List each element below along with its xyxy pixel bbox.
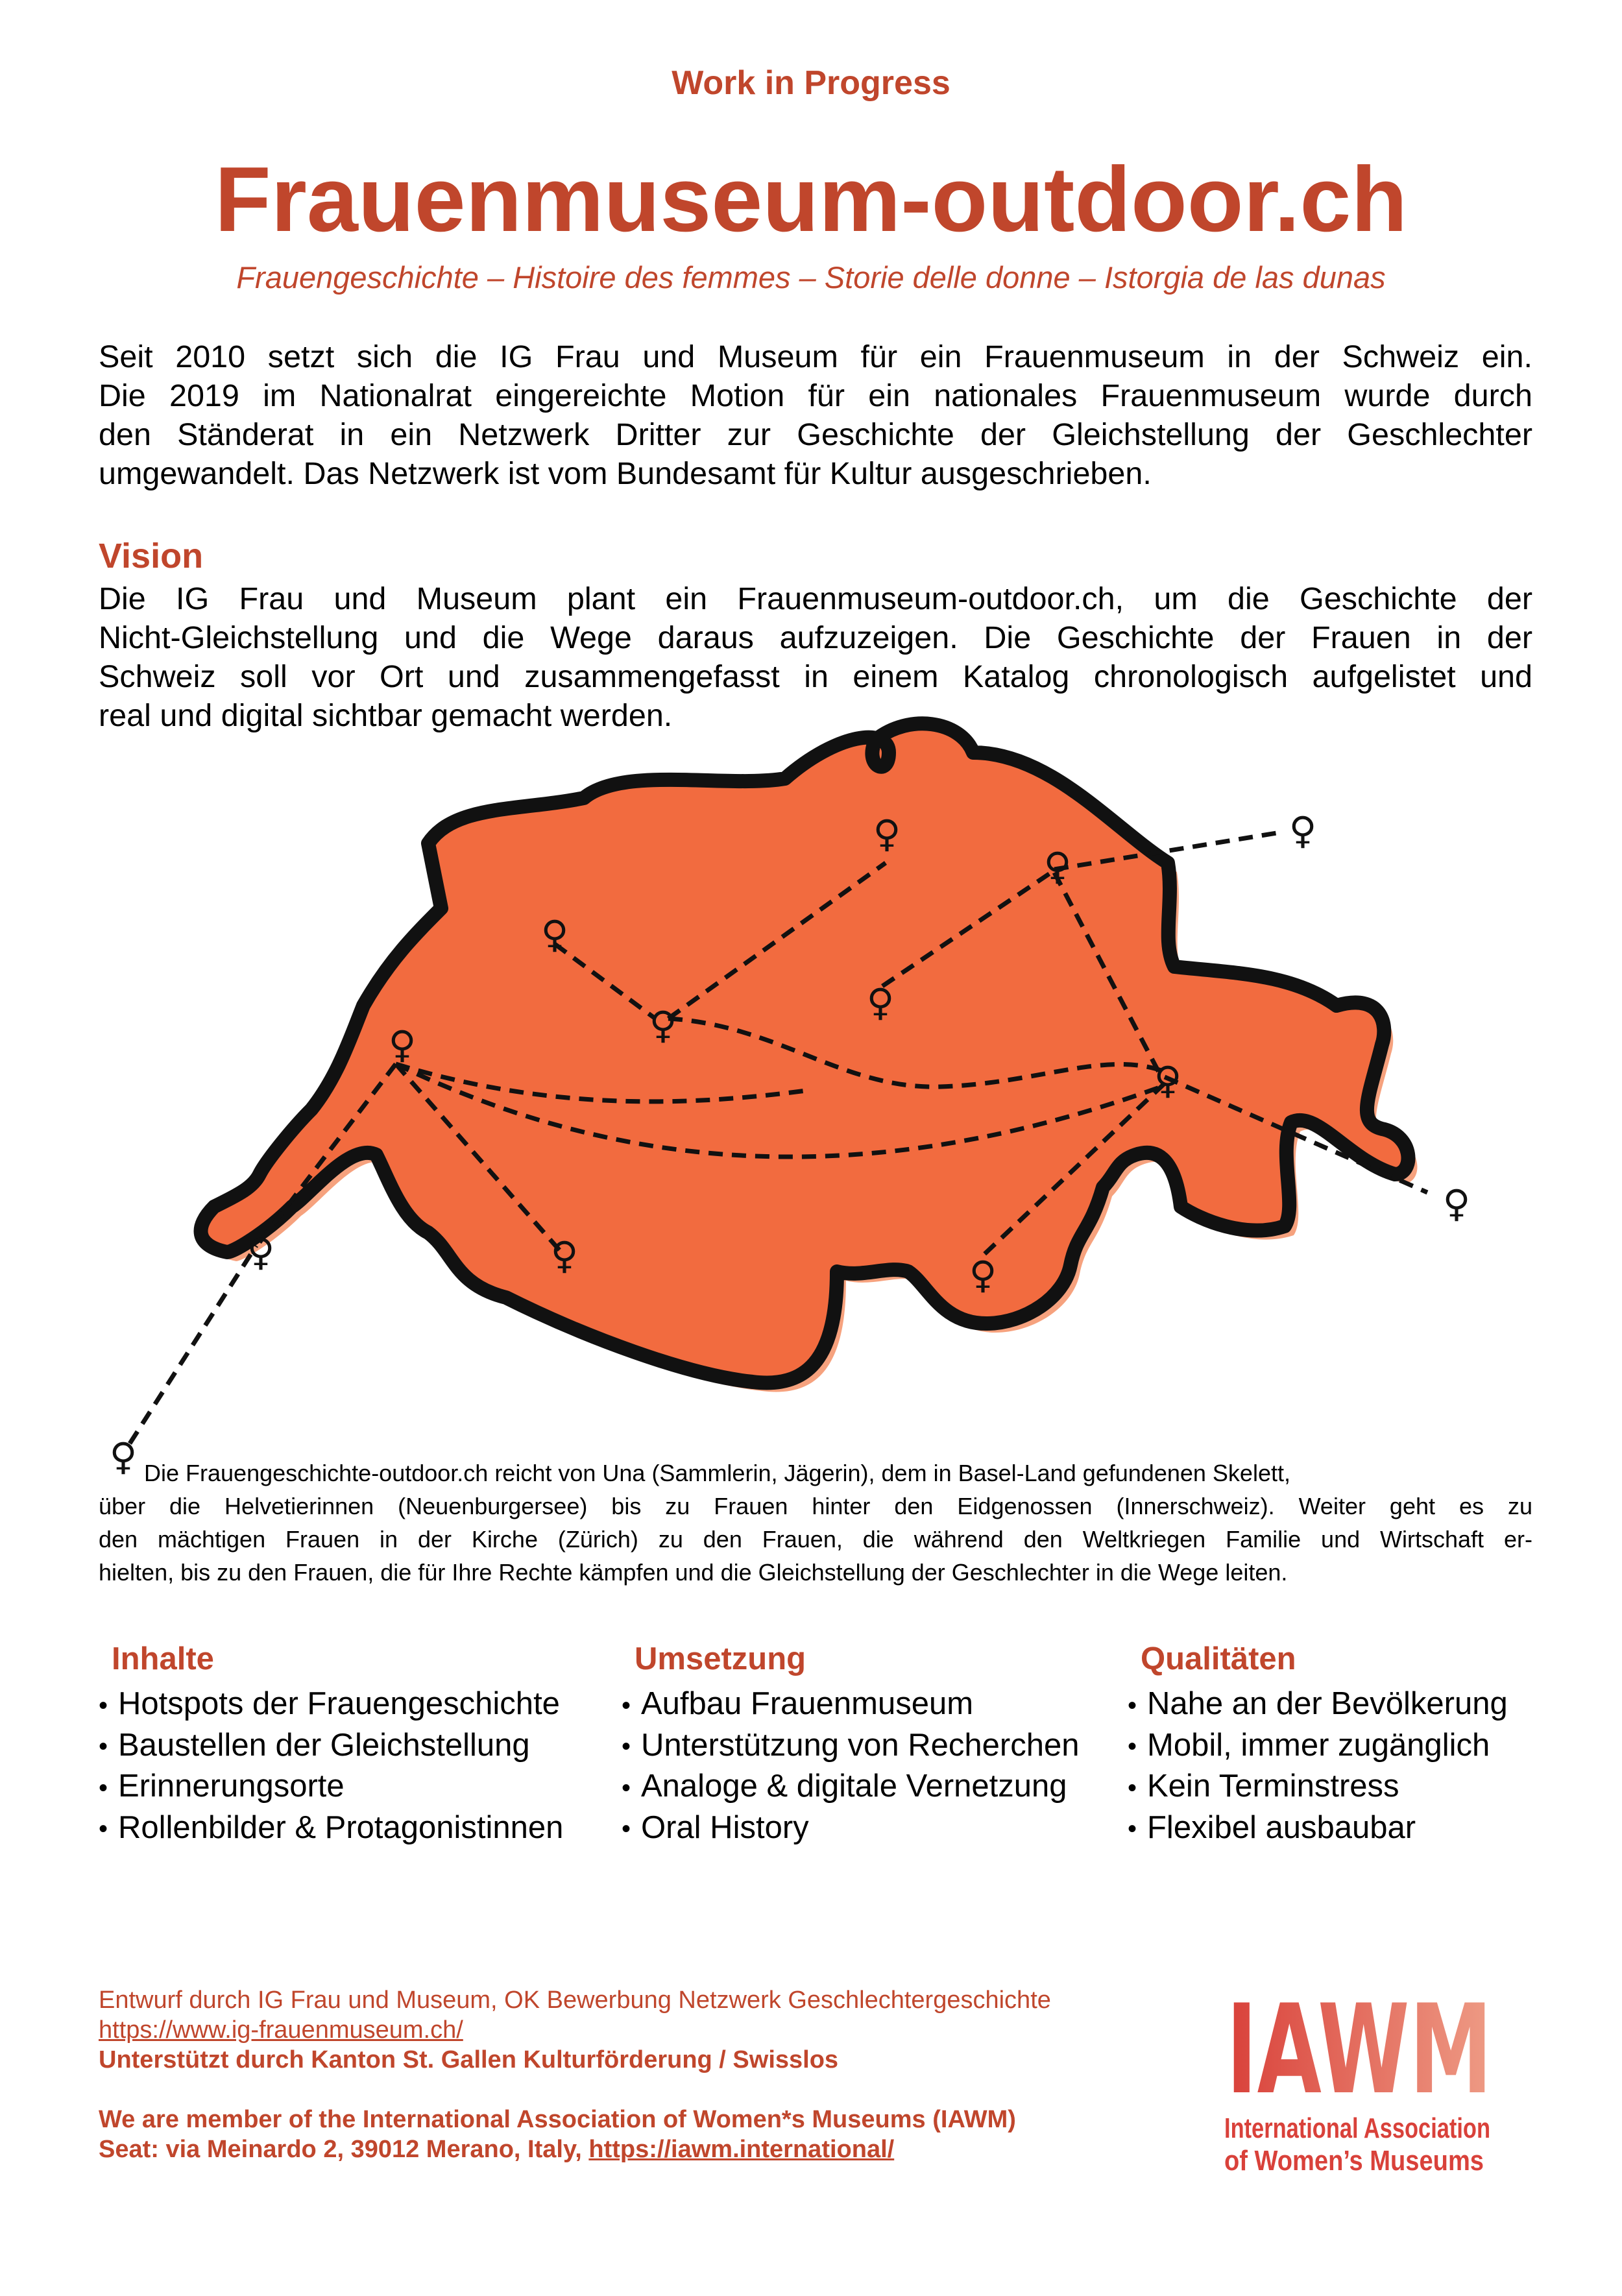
column-heading: Umsetzung xyxy=(635,1641,806,1676)
female-symbol-icon: ♀ xyxy=(1154,1058,1182,1102)
female-symbol-icon: ♀ xyxy=(873,812,901,856)
column-heading: Inhalte xyxy=(112,1641,214,1676)
column-heading: Qualitäten xyxy=(1141,1641,1296,1676)
vision-line: Schweiz soll vor Ort und zusammengefasst in einem Katalog chronologisch aufgelistet und xyxy=(99,659,1532,694)
female-symbol-icon: ♀ xyxy=(866,980,895,1024)
kicker: Work in Progress xyxy=(672,64,950,102)
female-symbol-icon: ♀ xyxy=(109,1434,138,1479)
footer-support: Unterstützt durch Kanton St. Gallen Kulturförderung / Swisslos xyxy=(99,2046,839,2073)
footer xyxy=(99,1985,1051,2164)
caption-line: den mächtigen Frauen in der Kirche (Zürich) zu den Frauen, die während den Weltkriegen Familie und Wirtschaft er- xyxy=(99,1526,1532,1553)
iawm-link[interactable]: https://iawm.international/ xyxy=(588,2136,895,2163)
map-caption xyxy=(99,1456,1532,1589)
switzerland-map-icon xyxy=(0,688,1622,1492)
list-item: • Rollenbilder & Protagonistinnen xyxy=(99,1809,564,1845)
logo-line2: of Women’s Museums xyxy=(1224,2145,1484,2177)
iawm-logo xyxy=(1223,1978,1495,2177)
caption-line: Die Frauengeschichte-outdoor.ch reicht von Una (Sammlerin, Jägerin), dem in Basel-Land gefundenen Skelett, xyxy=(144,1460,1290,1486)
female-symbol-icon: ♀ xyxy=(969,1253,997,1297)
list-item: • Unterstützung von Recherchen xyxy=(622,1727,1080,1763)
column-inhalte xyxy=(99,1640,563,1849)
intro-line: den Ständerat in ein Netzwerk Dritter zur Geschichte der Gleichstellung der Geschlechter xyxy=(99,417,1532,452)
list-item: • Flexibel ausbaubar xyxy=(1128,1809,1416,1845)
vision-heading: Vision xyxy=(99,537,204,575)
ig-frauenmuseum-link[interactable]: https://www.ig-frauenmuseum.ch/ xyxy=(99,2016,463,2044)
list-item: • Aufbau Frauenmuseum xyxy=(622,1686,974,1721)
column-qualitaeten xyxy=(1128,1640,1508,1849)
logo-acronym: IAWM xyxy=(1226,1978,1492,2121)
subtitle: Frauengeschichte – Histoire des femmes – Storie delle donne – Istorgia de las dunas xyxy=(236,260,1386,295)
female-symbol-icon: ♀ xyxy=(1442,1181,1471,1226)
list-item: • Kein Terminstress xyxy=(1128,1769,1399,1804)
list-item: • Analoge & digitale Vernetzung xyxy=(622,1769,1067,1804)
list-item: • Nahe an der Bevölkerung xyxy=(1128,1686,1508,1721)
column-umsetzung xyxy=(622,1640,1080,1849)
vision-line: Nicht-Gleichstellung und die Wege daraus aufzuzeigen. Die Geschichte der Frauen in der xyxy=(99,620,1532,655)
route-line xyxy=(130,1246,256,1444)
female-symbol-icon: ♀ xyxy=(388,1022,417,1067)
list-item: • Mobil, immer zugänglich xyxy=(1128,1727,1490,1763)
intro-line: umgewandelt. Das Netzwerk ist vom Bundesamt für Kultur ausgeschrieben. xyxy=(99,456,1152,491)
caption-line: hielten, bis zu den Frauen, die für Ihre Rechte kämpfen und die Gleichstellung der Geschlechter in die Wege leiten. xyxy=(99,1559,1288,1586)
logo-line1: International Association xyxy=(1224,2112,1490,2144)
female-symbol-icon: ♀ xyxy=(550,1233,579,1277)
page-title: Frauenmuseum-outdoor.ch xyxy=(214,148,1408,251)
list-item: • Baustellen der Gleichstellung xyxy=(99,1727,530,1763)
list-item: • Erinnerungsorte xyxy=(99,1769,345,1804)
female-symbol-icon: ♀ xyxy=(1289,808,1317,852)
list-item: • Oral History xyxy=(622,1809,809,1845)
list-item: • Hotspots der Frauengeschichte xyxy=(99,1686,560,1721)
vision-line: real und digital sichtbar gemacht werden. xyxy=(99,698,673,733)
caption-line: über die Helvetierinnen (Neuenburgersee) bis zu Frauen hinter den Eidgenossen (Innerschweiz). Weiter geht es zu xyxy=(99,1493,1532,1519)
female-symbol-icon: ♀ xyxy=(1043,844,1072,888)
female-symbol-icon: ♀ xyxy=(540,912,569,956)
intro-line: Die 2019 im Nationalrat eingereichte Motion für ein nationales Frauenmuseum wurde durch xyxy=(99,378,1532,413)
intro-paragraph xyxy=(99,337,1532,493)
female-symbol-icon: ♀ xyxy=(247,1230,275,1274)
footer-member: We are member of the International Association of Women*s Museums (IAWM) xyxy=(99,2106,1016,2133)
vision-line: Die IG Frau und Museum plant ein Frauenmuseum-outdoor.ch, um die Geschichte der xyxy=(99,581,1532,616)
footer-seat: Seat: via Meinardo 2, 39012 Merano, Italy, xyxy=(99,2136,589,2163)
footer-credit: Entwurf durch IG Frau und Museum, OK Bewerbung Netzwerk Geschlechtergeschichte xyxy=(99,1987,1051,2014)
intro-line: Seit 2010 setzt sich die IG Frau und Museum für ein Frauenmuseum in der Schweiz ein. xyxy=(99,339,1532,374)
female-symbol-icon: ♀ xyxy=(649,1003,677,1047)
